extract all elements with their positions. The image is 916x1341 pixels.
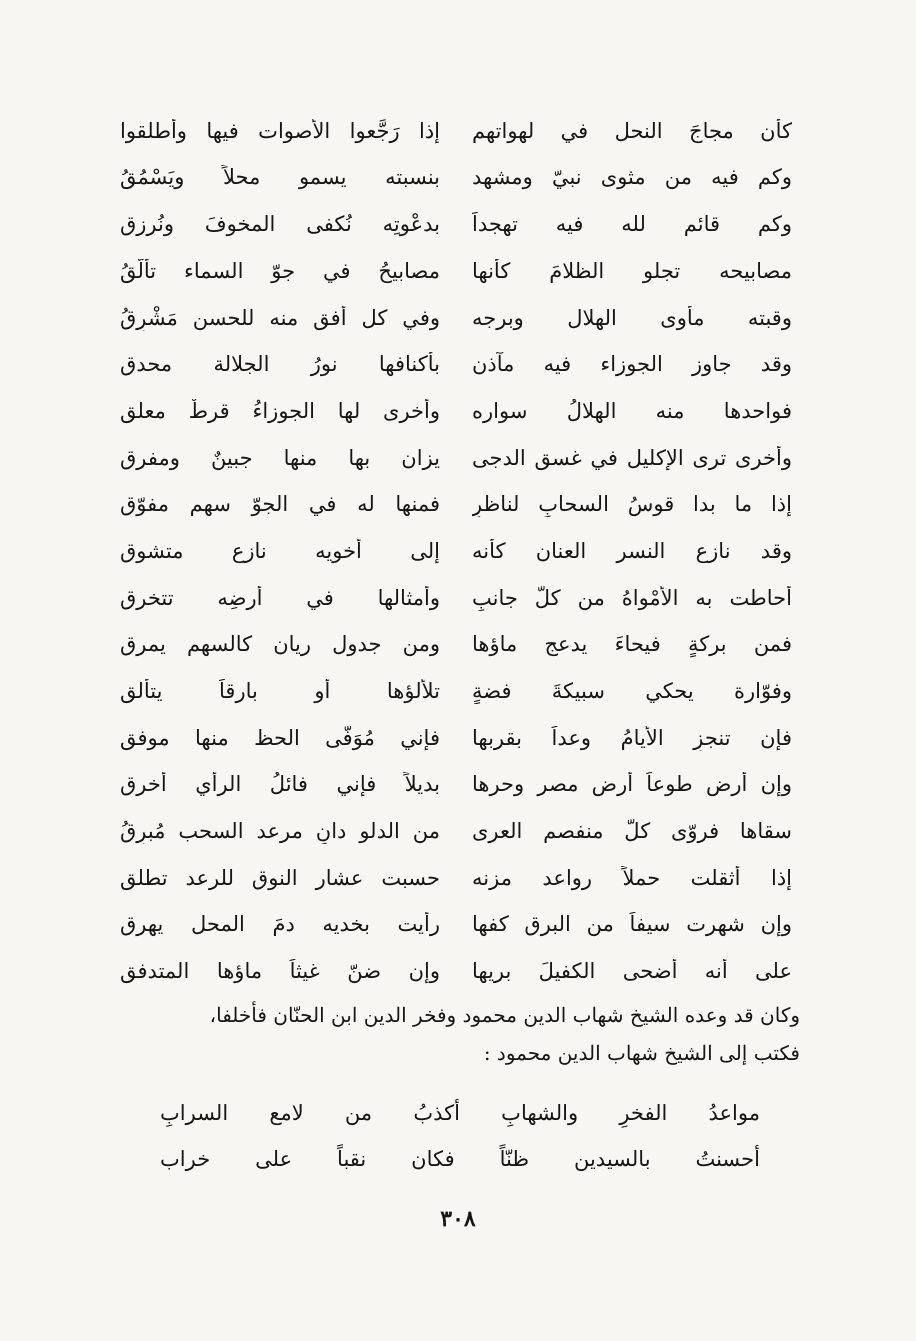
poem-block [120, 108, 792, 995]
hemistich-first: إذا ما بدا قوسُ السحابِ لناظرٍ [472, 492, 792, 517]
verse-line [120, 248, 792, 295]
verse-line [120, 948, 792, 995]
hemistich-first: وكم فيه من مثوى نبيّ ومشهد [472, 165, 792, 190]
hemistich-second: بأكنافها نورُ الجلالة محدق [120, 352, 440, 377]
hemistich-first: وأخرى ترى الإكليل في غسق الدجى [472, 445, 792, 470]
hemistich-second: وأمثالها في أرضِه تتخرق [120, 585, 440, 610]
closing-verse-line [160, 1136, 760, 1182]
verse-line [120, 341, 792, 388]
verse-line [120, 108, 792, 155]
verse-line [120, 808, 792, 855]
hemistich-second: مصابيحُ في جوّ السماء تألّقُ [120, 258, 440, 283]
hemistich-second: بنسبته يسمو محلاً ويَسْمُقُ [120, 165, 440, 190]
closing-verse-text: مواعدُ الفخرِ والشهابِ أكذبُ من لامع السرابِ [160, 1101, 760, 1125]
verse-line [120, 528, 792, 575]
hemistich-first: مصابيحه تجلو الظلامَ كأنها [472, 258, 792, 283]
hemistich-first: وقد جاوز الجوزاء فيه مآذن [472, 352, 792, 377]
verse-line [120, 715, 792, 762]
verse-line [120, 155, 792, 202]
page-number: ٣٠٨ [440, 1206, 476, 1232]
hemistich-second: يزان بها منها جبينٌ ومفرق [120, 445, 440, 470]
hemistich-first: وقبته مأوى الهلال وبرجه [472, 305, 792, 330]
verse-line [120, 622, 792, 669]
hemistich-first: أحاطت به الأمْواهُ من كلّ جانبٍ [472, 585, 792, 610]
verse-line [120, 201, 792, 248]
verse-line [120, 902, 792, 949]
hemistich-second: فمنها له في الجوّ سهم مفوّق [120, 492, 440, 517]
hemistich-second: تلألؤها أو بارقاً يتألق [120, 679, 440, 703]
hemistich-first: وقد نازع النسر العنان كأنه [472, 538, 792, 563]
prose-line: فكتب إلى الشيخ شهاب الدين محمود : [483, 1041, 800, 1065]
verse-line [120, 575, 792, 622]
hemistich-second: رأيت بخديه دمَ المحل يهرق [120, 912, 440, 937]
hemistich-first: وفوّارة يحكي سبيكةَ فضةٍ [472, 679, 792, 703]
hemistich-second: إلى أخويه نازع متشوق [120, 538, 440, 563]
closing-verse-text: أحسنتُ بالسيدين ظنّاً فكان نقباً على خراب [160, 1147, 760, 1171]
hemistich-second: بدعْوتِه نُكفى المخوفَ ونُرزق [120, 212, 440, 237]
verse-line [120, 388, 792, 435]
hemistich-second: ومن جدول ريان كالسهم يمرق [120, 632, 440, 657]
verse-line [120, 855, 792, 902]
hemistich-first: كأن مجاجَ النحل في لهواتهم [472, 118, 792, 143]
closing-verse-line [160, 1090, 760, 1136]
closing-verses [160, 1090, 760, 1182]
verse-line [120, 668, 792, 715]
hemistich-first: على أنه أضحى الكفيلَ بريها [472, 959, 792, 984]
hemistich-second: وفي كل أفقٍ منه للحسن مَشْرِقُ [120, 305, 440, 330]
hemistich-second: فإني مُوَفّى الحظ منها موفق [120, 725, 440, 750]
hemistich-second: حسبت عشار النوق للرعد تطلق [120, 865, 440, 890]
verse-line [120, 762, 792, 809]
hemistich-first: إذا أثقلت حملاً رواعد مزنه [472, 865, 792, 890]
hemistich-second: من الدلو دانٍ مرعد السحب مُبرِقُ [120, 819, 440, 844]
hemistich-first: فمن بركةٍ فيحاءَ يدعج ماؤها [472, 632, 792, 657]
hemistich-second: وإن ضنّ غيثاً ماؤها المتدفق [120, 959, 440, 984]
hemistich-first: وإن شهرت سيفاً من البرق كفها [472, 912, 792, 937]
hemistich-first: فواحدها منه الهلالُ سواره [472, 398, 792, 423]
hemistich-first: فإن تنجزِ الأيامُ وعداً بقربها [472, 725, 792, 750]
verse-line [120, 435, 792, 482]
hemistich-first: وكم قائم لله فيه تهجداً [472, 212, 792, 237]
hemistich-second: بديلاً فإني فائلُ الرأي أخرق [120, 772, 440, 797]
hemistich-first: سقاها فروّى كلّ منفصم العرى [472, 819, 792, 844]
prose-line: وكان قد وعده الشيخ شهاب الدين محمود وفخر الدين ابن الحنّان فأخلفا، [209, 1003, 800, 1027]
verse-line [120, 295, 792, 342]
prose-paragraph [110, 996, 800, 1072]
hemistich-second: إذا رَجَّعوا الأصوات فيها وأطلقوا [120, 118, 440, 143]
hemistich-first: وإن أرض طوعاً أرض مصر وحرها [472, 772, 792, 797]
verse-line [120, 482, 792, 529]
hemistich-second: وأخرى لها الجوزاءُ قرطٌ معلق [120, 398, 440, 423]
